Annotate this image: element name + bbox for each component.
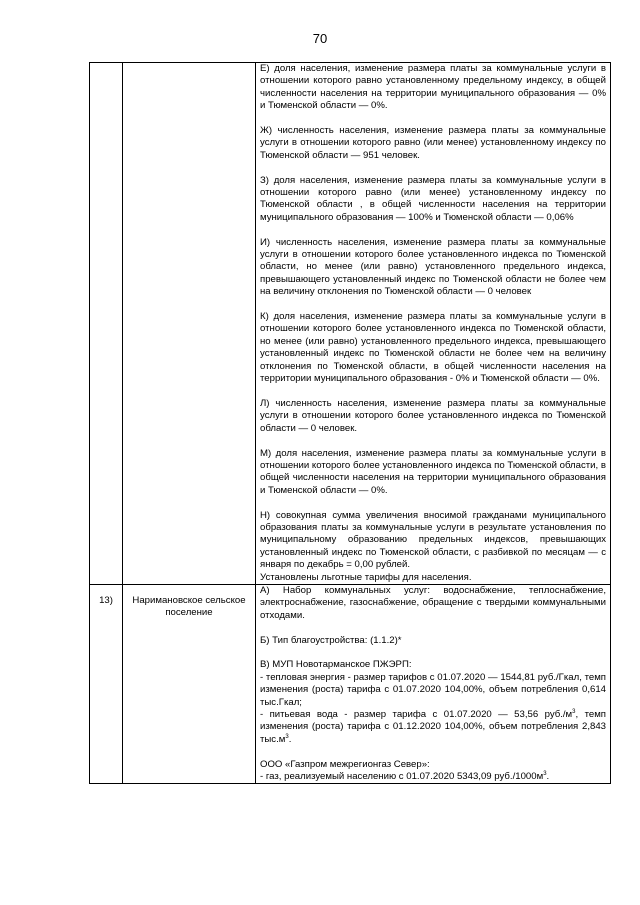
paragraph-m: М) доля населения, изменение размера платы за коммунальные услуги в отношении которого более установленного индекса по Тюменской области, в общей численности населения на территории муниципального образования и Тюменской области — 0%. (260, 447, 606, 496)
superscript: 3 (543, 770, 547, 777)
row-name-cell: Наримановское сельское поселение (123, 584, 256, 783)
water-text-1: - питьевая вода - размер тарифа с 01.07.2020 — 53,56 руб./м (260, 708, 573, 720)
paragraph-n: Н) совокупная сумма увеличения вносимой гражданами муниципального образования платы за коммунальные услуги в результате установления по муниципальному образованию предельных индексов, превышающих установленный индекс по Тюменской области, с разбивкой по месяцам — с января по декабрь = 0,00 рублей. (260, 509, 606, 571)
water-text-3: . (288, 733, 292, 745)
supplier-heading: В) МУП Новотарманское ПЖЭРП: (260, 659, 412, 671)
table-row (90, 63, 611, 585)
gas-supplier-heading: ООО «Газпром межрегионгаз Север»: (260, 758, 430, 770)
superscript: 3 (285, 733, 289, 740)
gas-text-2: . (546, 771, 550, 782)
gas-tariff-line (260, 771, 606, 783)
paragraph-z: З) доля населения, изменение размера платы за коммунальные услуги в отношении которого равно (или менее) установленному индексу по Тюменской области , в общей численности населения на территории муниципального образования — 100% и Тюменской области — 0,06% (260, 174, 606, 223)
paragraph-k: К) доля населения, изменение размера платы за коммунальные услуги в отношении которого более установленного индекса по Тюменской области, но менее (или равно) установленного предельного индекса, превышающего установленный индекс по Тюменской области не более чем на величину отклонения по Тюменской области, в общей численности населения на территории муниципального образования - 0% и Тюменской области — 0%. (260, 311, 606, 385)
row-content-cell (256, 63, 611, 585)
document-table (89, 62, 611, 784)
water-text-2: , темп изменения (роста) тарифа с 01.12.2020 104,00%, объем потребления 2,843 тыс.м (260, 708, 606, 745)
table-row (90, 584, 611, 783)
amenity-type-paragraph: Б) Тип благоустройства: (1.1.2)* (260, 634, 402, 646)
paragraph-l: Л) численность населения, изменение размера платы за коммунальные услуги в отношении которого более установленного индекса по Тюменской области — 0 человек. (260, 397, 606, 434)
spacer (260, 746, 606, 758)
row-number-cell: 13) (90, 584, 123, 783)
paragraph-e: Е) доля населения, изменение размера платы за коммунальные услуги в отношении которого равно установленному предельному индексу, в общей численности населения на территории муниципального образования — 0% и Тюменской области — 0%. (260, 63, 606, 112)
superscript: 3 (572, 708, 576, 715)
water-tariff-line (260, 709, 606, 746)
row-number-cell (90, 63, 123, 585)
heat-tariff-line: - тепловая энергия - размер тарифов с 01.07.2020 — 1544,81 руб./Гкал, темп изменения (роста) тарифа с 01.07.2020 104,00%, объем потребления 0,614 тыс.Гкал; (260, 671, 606, 708)
closing-line: Установлены льготные тарифы для населения. (260, 571, 472, 583)
row-content-cell (256, 584, 611, 783)
gas-text-1: - газ, реализуемый населению с 01.07.2020 5343,09 руб./1000м (260, 771, 544, 782)
row-name-cell (123, 63, 256, 585)
paragraph-i: И) численность населения, изменение размера платы за коммунальные услуги в отношении которого более установленного индекса по Тюменской области, но менее (или равно) установленного предельного индекса, превышающего установленный индекс по Тюменской области не более чем на величину отклонения по Тюменской области — 0 человек (260, 236, 606, 298)
services-paragraph: А) Набор коммунальных услуг: водоснабжение, теплоснабжение, электроснабжение, газоснабжение, обращение с твердыми коммунальными отходами. (260, 584, 606, 621)
paragraph-zh: Ж) численность населения, изменение размера платы за коммунальные услуги в отношении которого равно (или менее) установленному индексу по Тюменской области — 951 человек. (260, 125, 606, 161)
page-number: 70 (312, 31, 328, 46)
